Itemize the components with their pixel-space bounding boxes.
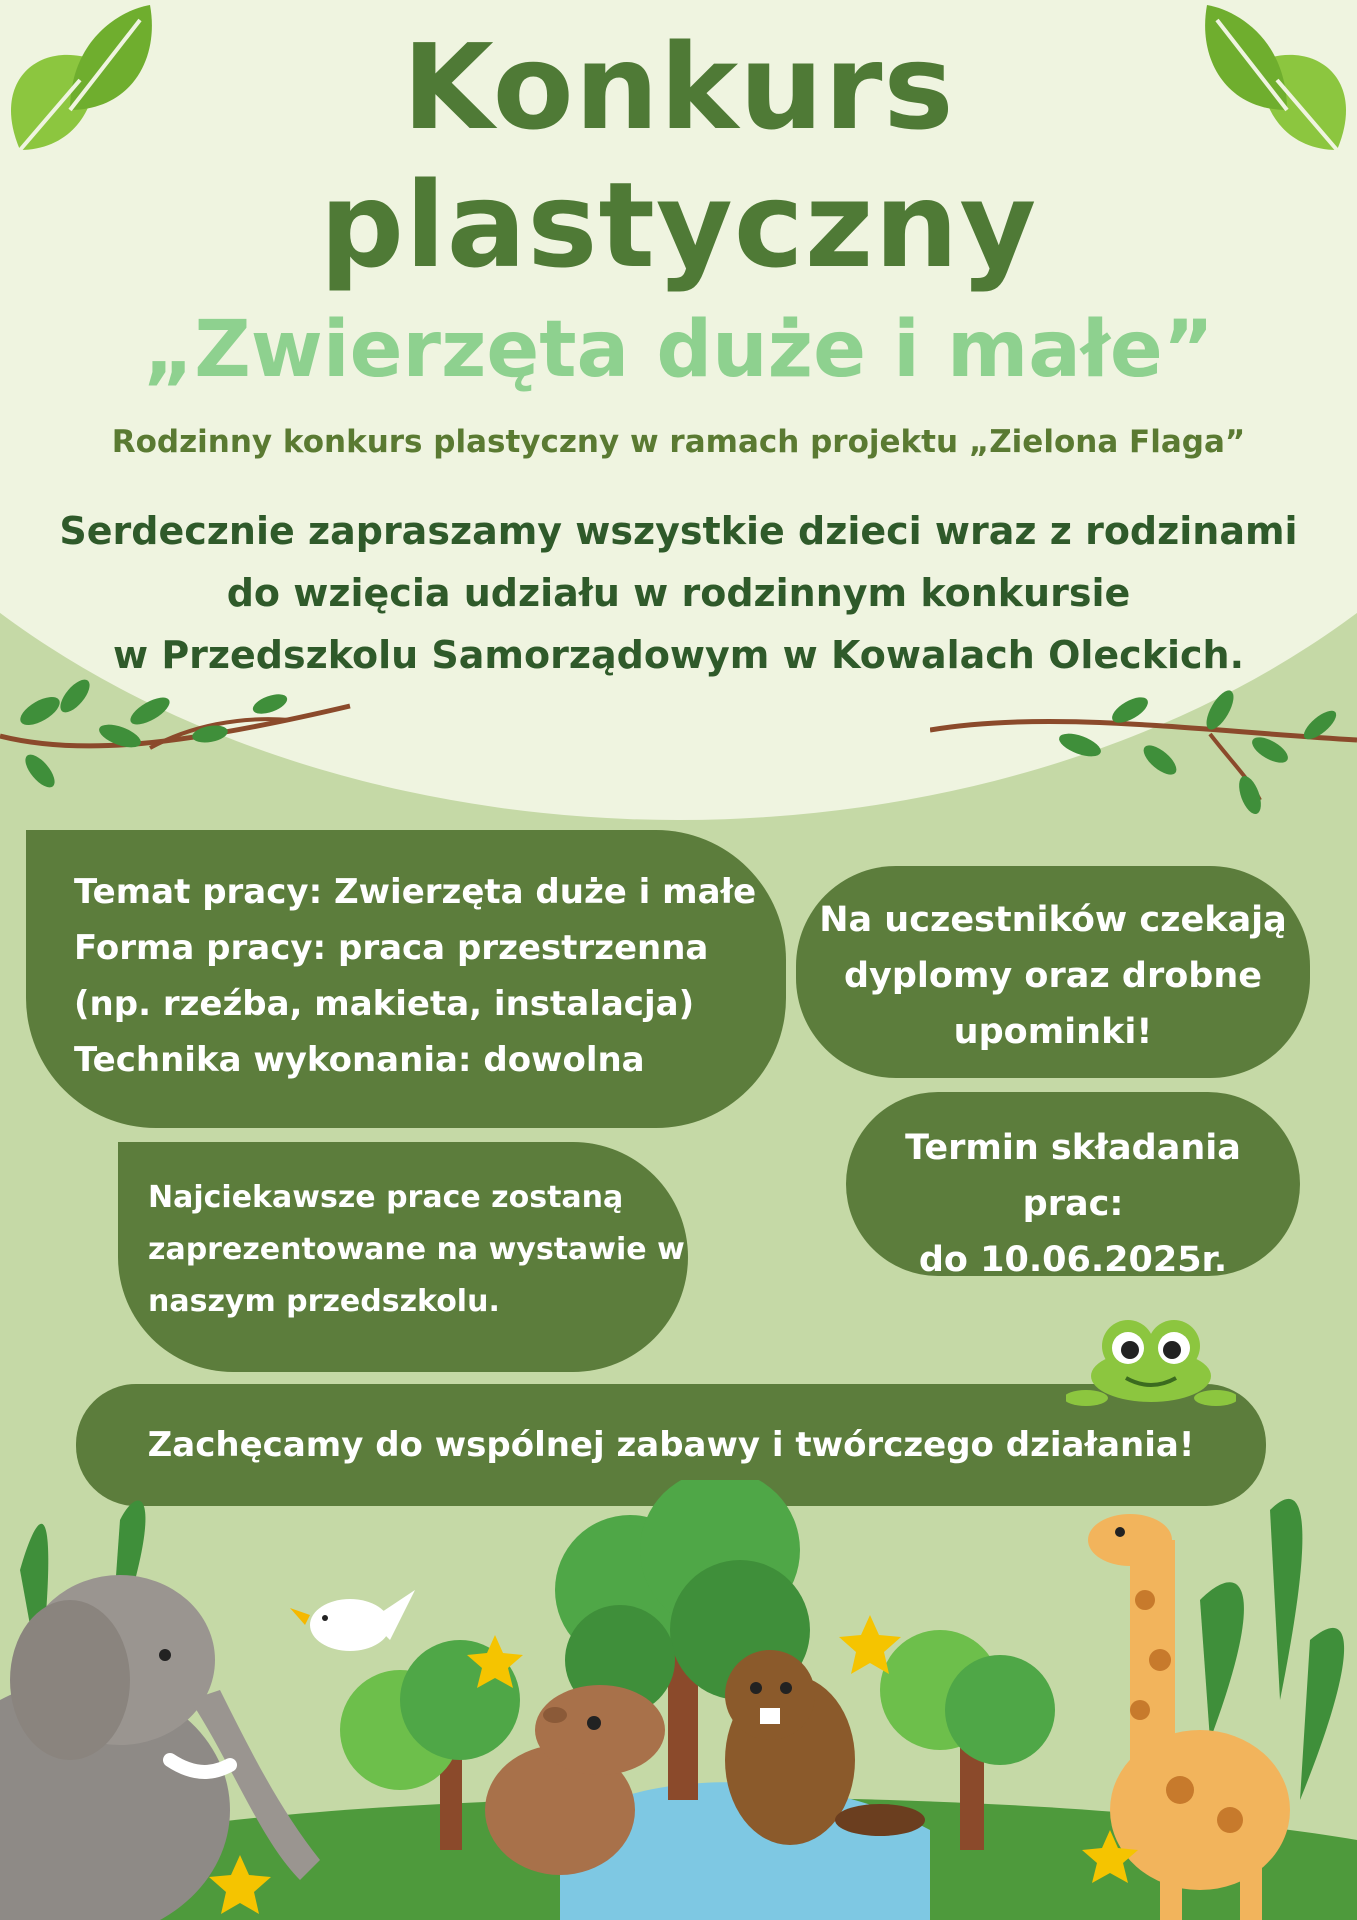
deadline-label: Termin składania prac: [905,1128,1241,1224]
details-technique: Technika wykonania: dowolna [74,1040,645,1080]
animal-scene [0,1480,1357,1920]
bird-icon [290,1590,415,1651]
prizes-line: dyplomy oraz drobne [844,956,1262,996]
contest-details-bubble [26,830,786,1128]
contest-theme-title: „Zwierzęta duże i małe” [142,305,1215,395]
prizes-line: upominki! [953,1012,1153,1052]
invitation-line: Serdecznie zapraszamy wszystkie dzieci wraz z rodzinami [59,509,1298,553]
frog-icon [1066,1316,1236,1406]
prizes-bubble [796,866,1310,1078]
exhibition-bubble [118,1142,688,1372]
page-title-line2: plastyczny [319,156,1038,294]
details-form-examples: (np. rzeźba, makieta, instalacja) [74,984,695,1024]
deadline-bubble [846,1092,1300,1280]
invitation-line: do wzięcia udziału w rodzinnym konkursie [226,571,1131,615]
details-form: Forma pracy: praca przestrzenna [74,928,709,968]
invitation-text [40,500,1317,686]
exhibition-line: zaprezentowane na wystawie w [148,1232,685,1267]
closing-text: Zachęcamy do wspólnej zabawy i twórczego działania! [147,1425,1195,1465]
exhibition-line: naszym przedszkolu. [148,1284,500,1319]
deadline-date: do 10.06.2025r. [918,1240,1228,1280]
invitation-line: w Przedszkolu Samorządowym w Kowalach Oleckich. [112,633,1245,677]
prizes-line: Na uczestników czekają [819,900,1287,940]
exhibition-line: Najciekawsze prace zostaną [148,1180,624,1215]
details-topic: Temat pracy: Zwierzęta duże i małe [74,872,757,912]
lead-text: Rodzinny konkurs plastyczny w ramach projektu „Zielona Flaga” [111,424,1246,460]
branch-icon [0,676,360,796]
branch-icon [930,690,1357,820]
page-title-line1: Konkurs [402,18,955,156]
